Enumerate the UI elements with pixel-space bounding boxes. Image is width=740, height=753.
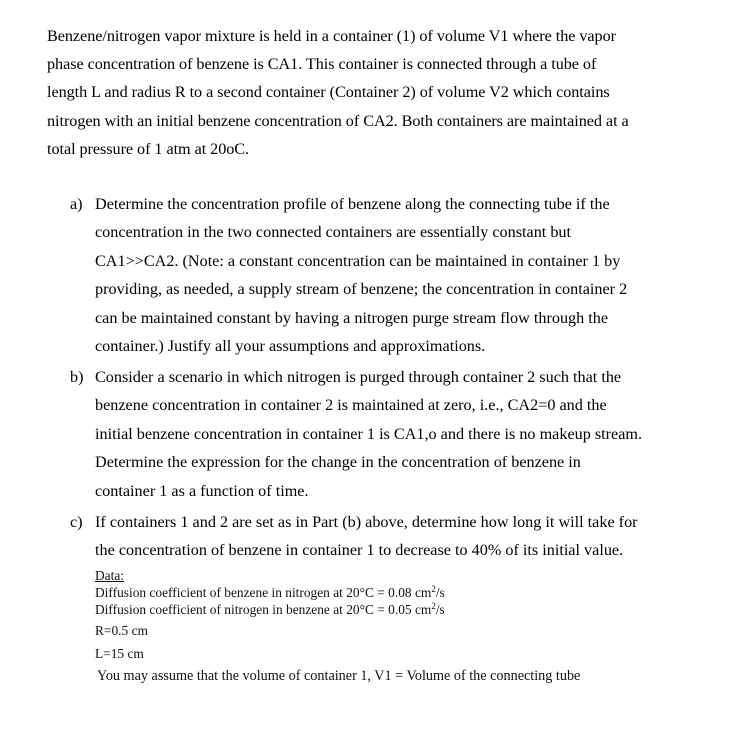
question-body (95, 363, 642, 505)
question-marker: c) (70, 513, 83, 531)
question-line: Determine the expression for the change in the concentration of benzene in (95, 453, 581, 472)
question-marker: a) (70, 195, 83, 213)
data-title: Data: (95, 568, 124, 583)
question-line: Consider a scenario in which nitrogen is purged through container 2 such that the (95, 368, 622, 386)
superscript: 2 (431, 584, 436, 594)
intro-line: total pressure of 1 atm at 20oC. (47, 139, 250, 158)
question-line: Determine the concentration profile of benzene along the connecting tube if the (95, 195, 610, 213)
data-label: Diffusion coefficient of nitrogen in benzene at 20°C = 0.05 cm (95, 602, 432, 617)
unit: /s (435, 602, 445, 617)
question-line: the concentration of benzene in container 1 to decrease to 40% of its initial value. (95, 541, 624, 560)
question-marker: b) (70, 368, 84, 386)
radius-value: R=0.5 cm (95, 623, 148, 638)
length-value: L=15 cm (95, 646, 144, 661)
question-line: If containers 1 and 2 are set as in Part (b) above, determine how long it will take for (95, 513, 638, 531)
question-line: container 1 as a function of time. (95, 481, 309, 500)
question-line: can be maintained constant by having a nitrogen purge stream flow through the (95, 308, 609, 327)
volume-assumption-note: You may assume that the volume of container 1, V1 = Volume of the connecting tube (97, 668, 581, 684)
question-line: initial benzene concentration in container 1 is CA1,o and there is no makeup stream. (95, 424, 643, 443)
unit: /s (435, 585, 445, 600)
diffusion-nitrogen-in-benzene (95, 601, 580, 618)
question-line: container.) Justify all your assumptions and approximations. (95, 337, 486, 356)
question-line: benzene concentration in container 2 is maintained at zero, i.e., CA2=0 and the (95, 396, 607, 415)
question-body (95, 190, 627, 360)
intro-line: phase concentration of benzene is CA1. This container is connected through a tube of (47, 55, 597, 74)
superscript: 2 (431, 601, 436, 611)
question-body (95, 508, 638, 565)
intro-line: nitrogen with an initial benzene concentration of CA2. Both containers are maintained at a (47, 111, 629, 130)
diffusion-benzene-in-nitrogen (95, 584, 580, 601)
data-label: Diffusion coefficient of benzene in nitrogen at 20°C = 0.08 cm (95, 585, 432, 600)
question-line: CA1>>CA2. (Note: a constant concentration can be maintained in container 1 by (95, 251, 621, 270)
problem-intro (47, 22, 727, 163)
intro-line: length L and radius R to a second container (Container 2) of volume V2 which contains (47, 83, 610, 102)
question-line: providing, as needed, a supply stream of benzene; the concentration in container 2 (95, 280, 628, 299)
data-section (95, 568, 580, 687)
question-line: concentration in the two connected containers are essentially constant but (95, 223, 572, 242)
intro-line: Benzene/nitrogen vapor mixture is held in a container (1) of volume V1 where the vapor (47, 27, 616, 45)
